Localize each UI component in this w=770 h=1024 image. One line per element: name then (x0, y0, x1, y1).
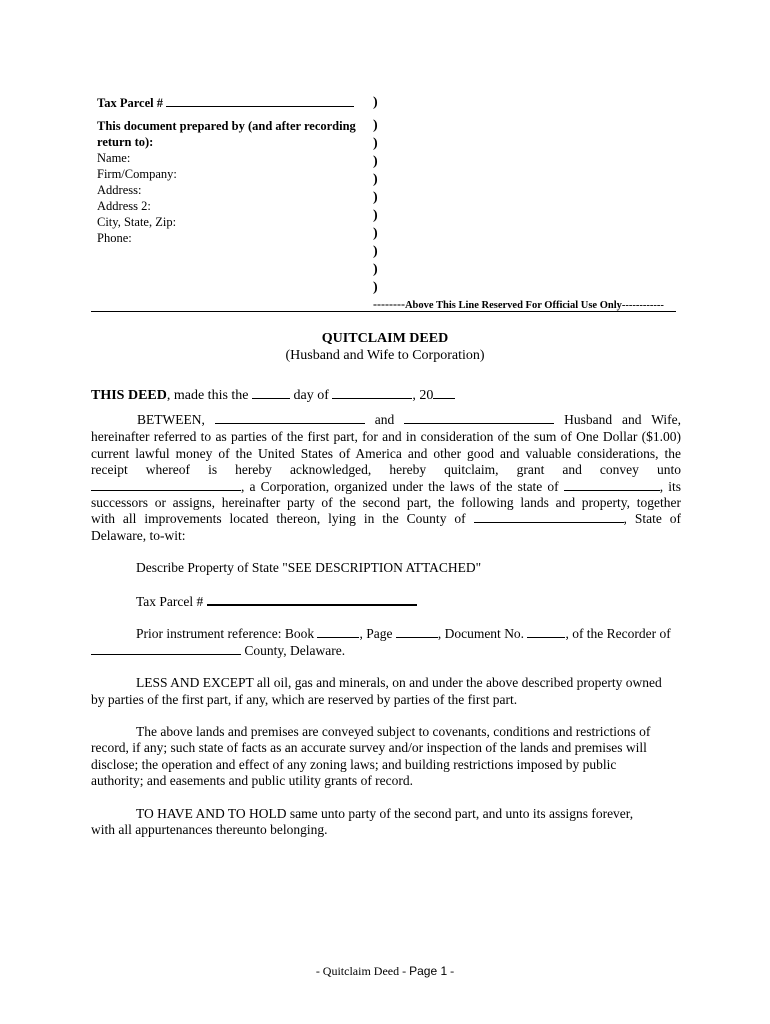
paren: ) (373, 118, 378, 133)
paren: ) (373, 95, 378, 110)
year-blank[interactable] (433, 398, 455, 399)
page-blank[interactable] (396, 637, 438, 638)
between-line2: hereinafter referred to as parties of the first part, for and in consideration of the sum of One Dollar ($1.00) (91, 429, 681, 444)
return-to-line: return to): (97, 135, 154, 149)
grantor1-blank[interactable] (215, 423, 365, 424)
grantee-line: , a Corporation, organized under the laws of the state of , its (91, 479, 681, 495)
paren: ) (373, 208, 378, 223)
book-blank[interactable] (317, 637, 359, 638)
prepared-by-line: This document prepared by (and after recording (97, 119, 356, 133)
habendum-line2: with all appurtenances thereunto belonging. (91, 822, 328, 837)
address2-label: Address 2: (97, 199, 151, 213)
describe-property: Describe Property of State "SEE DESCRIPTION ATTACHED" (136, 560, 482, 575)
day-blank[interactable] (252, 398, 290, 399)
paren: ) (373, 262, 378, 277)
deed-subtitle: (Husband and Wife to Corporation) (285, 348, 485, 363)
tax-parcel-body-blank[interactable] (207, 604, 417, 606)
deed-date-line: THIS DEED, made this the day of , 20 (91, 388, 455, 404)
paren: ) (373, 154, 378, 169)
paren: ) (373, 136, 378, 151)
between-line6: successors or assigns, hereinafter party of the second part, the following lands and property, together (91, 495, 681, 510)
name-label: Name: (97, 151, 131, 165)
prior-reference-line: Prior instrument reference: Book , Page , Document No. , of the Recorder of (136, 626, 671, 641)
between-line8: Delaware, to-wit: (91, 528, 186, 543)
paren: ) (373, 172, 378, 187)
grantee-blank[interactable] (91, 490, 241, 491)
state-blank[interactable] (564, 490, 660, 491)
conveyed-line3: disclose; the operation and effect of any zoning laws; and building restrictions imposed by public (91, 757, 617, 772)
reserved-divider (91, 311, 676, 312)
paren: ) (373, 244, 378, 259)
conveyed-line4: authority; and easements and public utility grants of record. (91, 773, 414, 788)
between-line: BETWEEN, and Husband and Wife, (137, 412, 682, 427)
city-label: City, State, Zip: (97, 215, 177, 229)
paren: ) (373, 226, 378, 241)
tax-parcel-header: Tax Parcel # (97, 95, 354, 111)
tax-parcel-blank[interactable] (166, 106, 354, 107)
firm-label: Firm/Company: (97, 167, 177, 181)
page-footer: - Quitclaim Deed - Page 1 - (315, 964, 455, 978)
between-line4: receipt whereof is hereby acknowledged, hereby quitclaim, grant and convey unto (91, 462, 681, 477)
tax-parcel-line: Tax Parcel # (136, 594, 417, 610)
county-line: with all improvements located thereon, lying in the County of , State of (91, 511, 681, 526)
county-delaware-line: County, Delaware. (91, 643, 345, 659)
deed-title: QUITCLAIM DEED (321, 331, 449, 346)
county-blank[interactable] (474, 522, 624, 523)
less-except-line1: LESS AND EXCEPT all oil, gas and minerals, on and under the above described property owned (136, 675, 662, 690)
grantor2-blank[interactable] (404, 423, 554, 424)
paren: ) (373, 280, 378, 295)
page-number: Page 1 (409, 964, 448, 978)
phone-label: Phone: (97, 231, 132, 245)
paren: ) (373, 190, 378, 205)
conveyed-line1: The above lands and premises are conveyed subject to covenants, conditions and restrictions of (136, 724, 651, 739)
conveyed-line2: record, if any; such state of facts as an accurate survey and/or inspection of the lands and premises will (91, 740, 647, 755)
reserved-note: --------Above This Line Reserved For Official Use Only------------ (373, 297, 664, 311)
less-except-line2: by parties of the first part, if any, which are reserved by parties of the first part. (91, 692, 518, 707)
address-label: Address: (97, 183, 142, 197)
recorder-county-blank[interactable] (91, 654, 241, 655)
month-blank[interactable] (332, 398, 412, 399)
document-no-blank[interactable] (527, 637, 565, 638)
habendum-line1: TO HAVE AND TO HOLD same unto party of the second part, and unto its assigns forever, (136, 806, 634, 821)
between-line3: current lawful money of the United States of America and other good and valuable considerations, the (91, 446, 681, 461)
